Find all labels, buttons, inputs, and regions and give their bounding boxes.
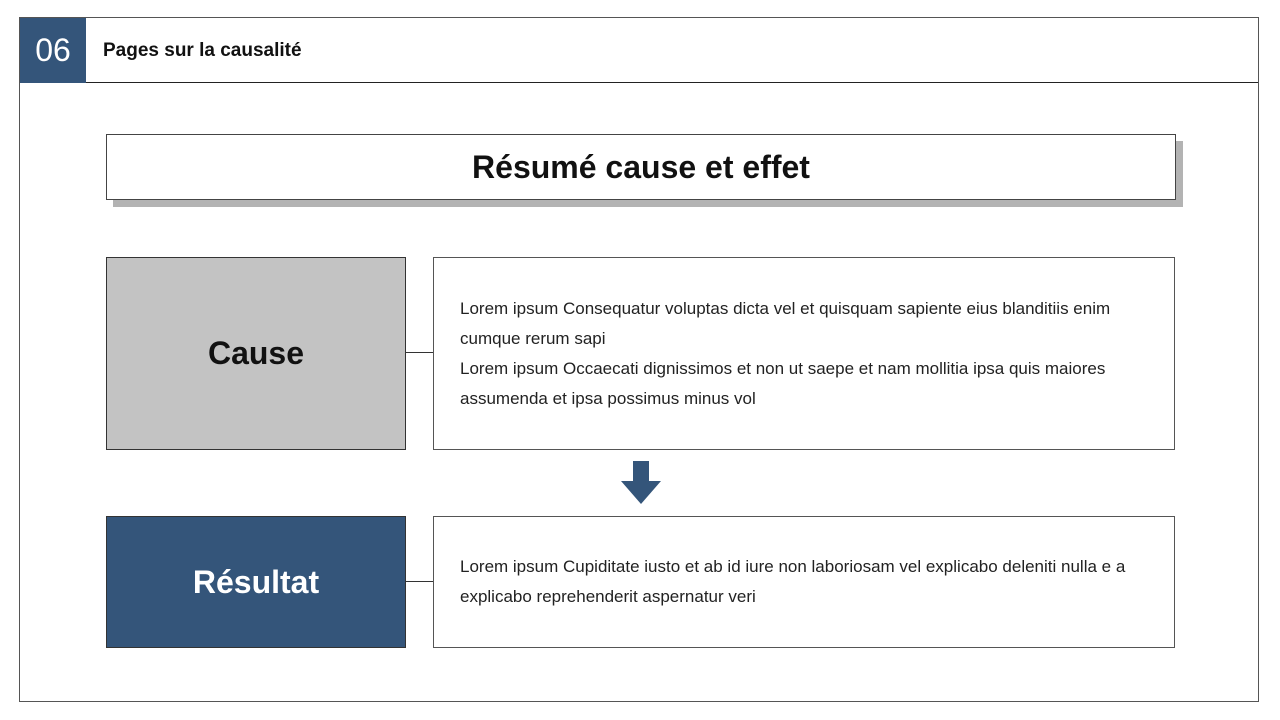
- result-text-box: [433, 516, 1175, 648]
- result-text: [460, 552, 1148, 612]
- cause-paragraph-1: Lorem ipsum Consequatur voluptas dicta vel et quisquam sapiente eius blanditiis enim cumque rerum sapi: [460, 298, 1111, 348]
- result-label: Résultat: [192, 563, 320, 600]
- page-number: 06: [20, 18, 86, 83]
- slide: [19, 17, 1259, 702]
- result-box: [106, 516, 406, 648]
- cause-connector: [406, 352, 434, 353]
- arrow-down-icon: [619, 461, 663, 505]
- arrow-shape: [621, 461, 661, 504]
- summary-banner: Résumé cause et effet: [106, 134, 1176, 200]
- page-title: Pages sur la causalité: [103, 39, 302, 61]
- cause-paragraph-2: Lorem ipsum Occaecati dignissimos et non ut saepe et nam mollitia ipsa quis maiores assumenda et ipsa possimus minus vol: [460, 358, 1106, 408]
- cause-label: Cause: [207, 335, 305, 371]
- cause-text: [460, 294, 1148, 414]
- cause-text-box: [433, 257, 1175, 450]
- header-bar: [20, 18, 1258, 83]
- result-connector: [406, 581, 434, 582]
- result-paragraph-1: Lorem ipsum Cupiditate iusto et ab id iure non laboriosam vel explicabo deleniti nulla e a explicabo reprehenderit aspernatur veri: [460, 557, 1126, 606]
- cause-box: [106, 257, 406, 450]
